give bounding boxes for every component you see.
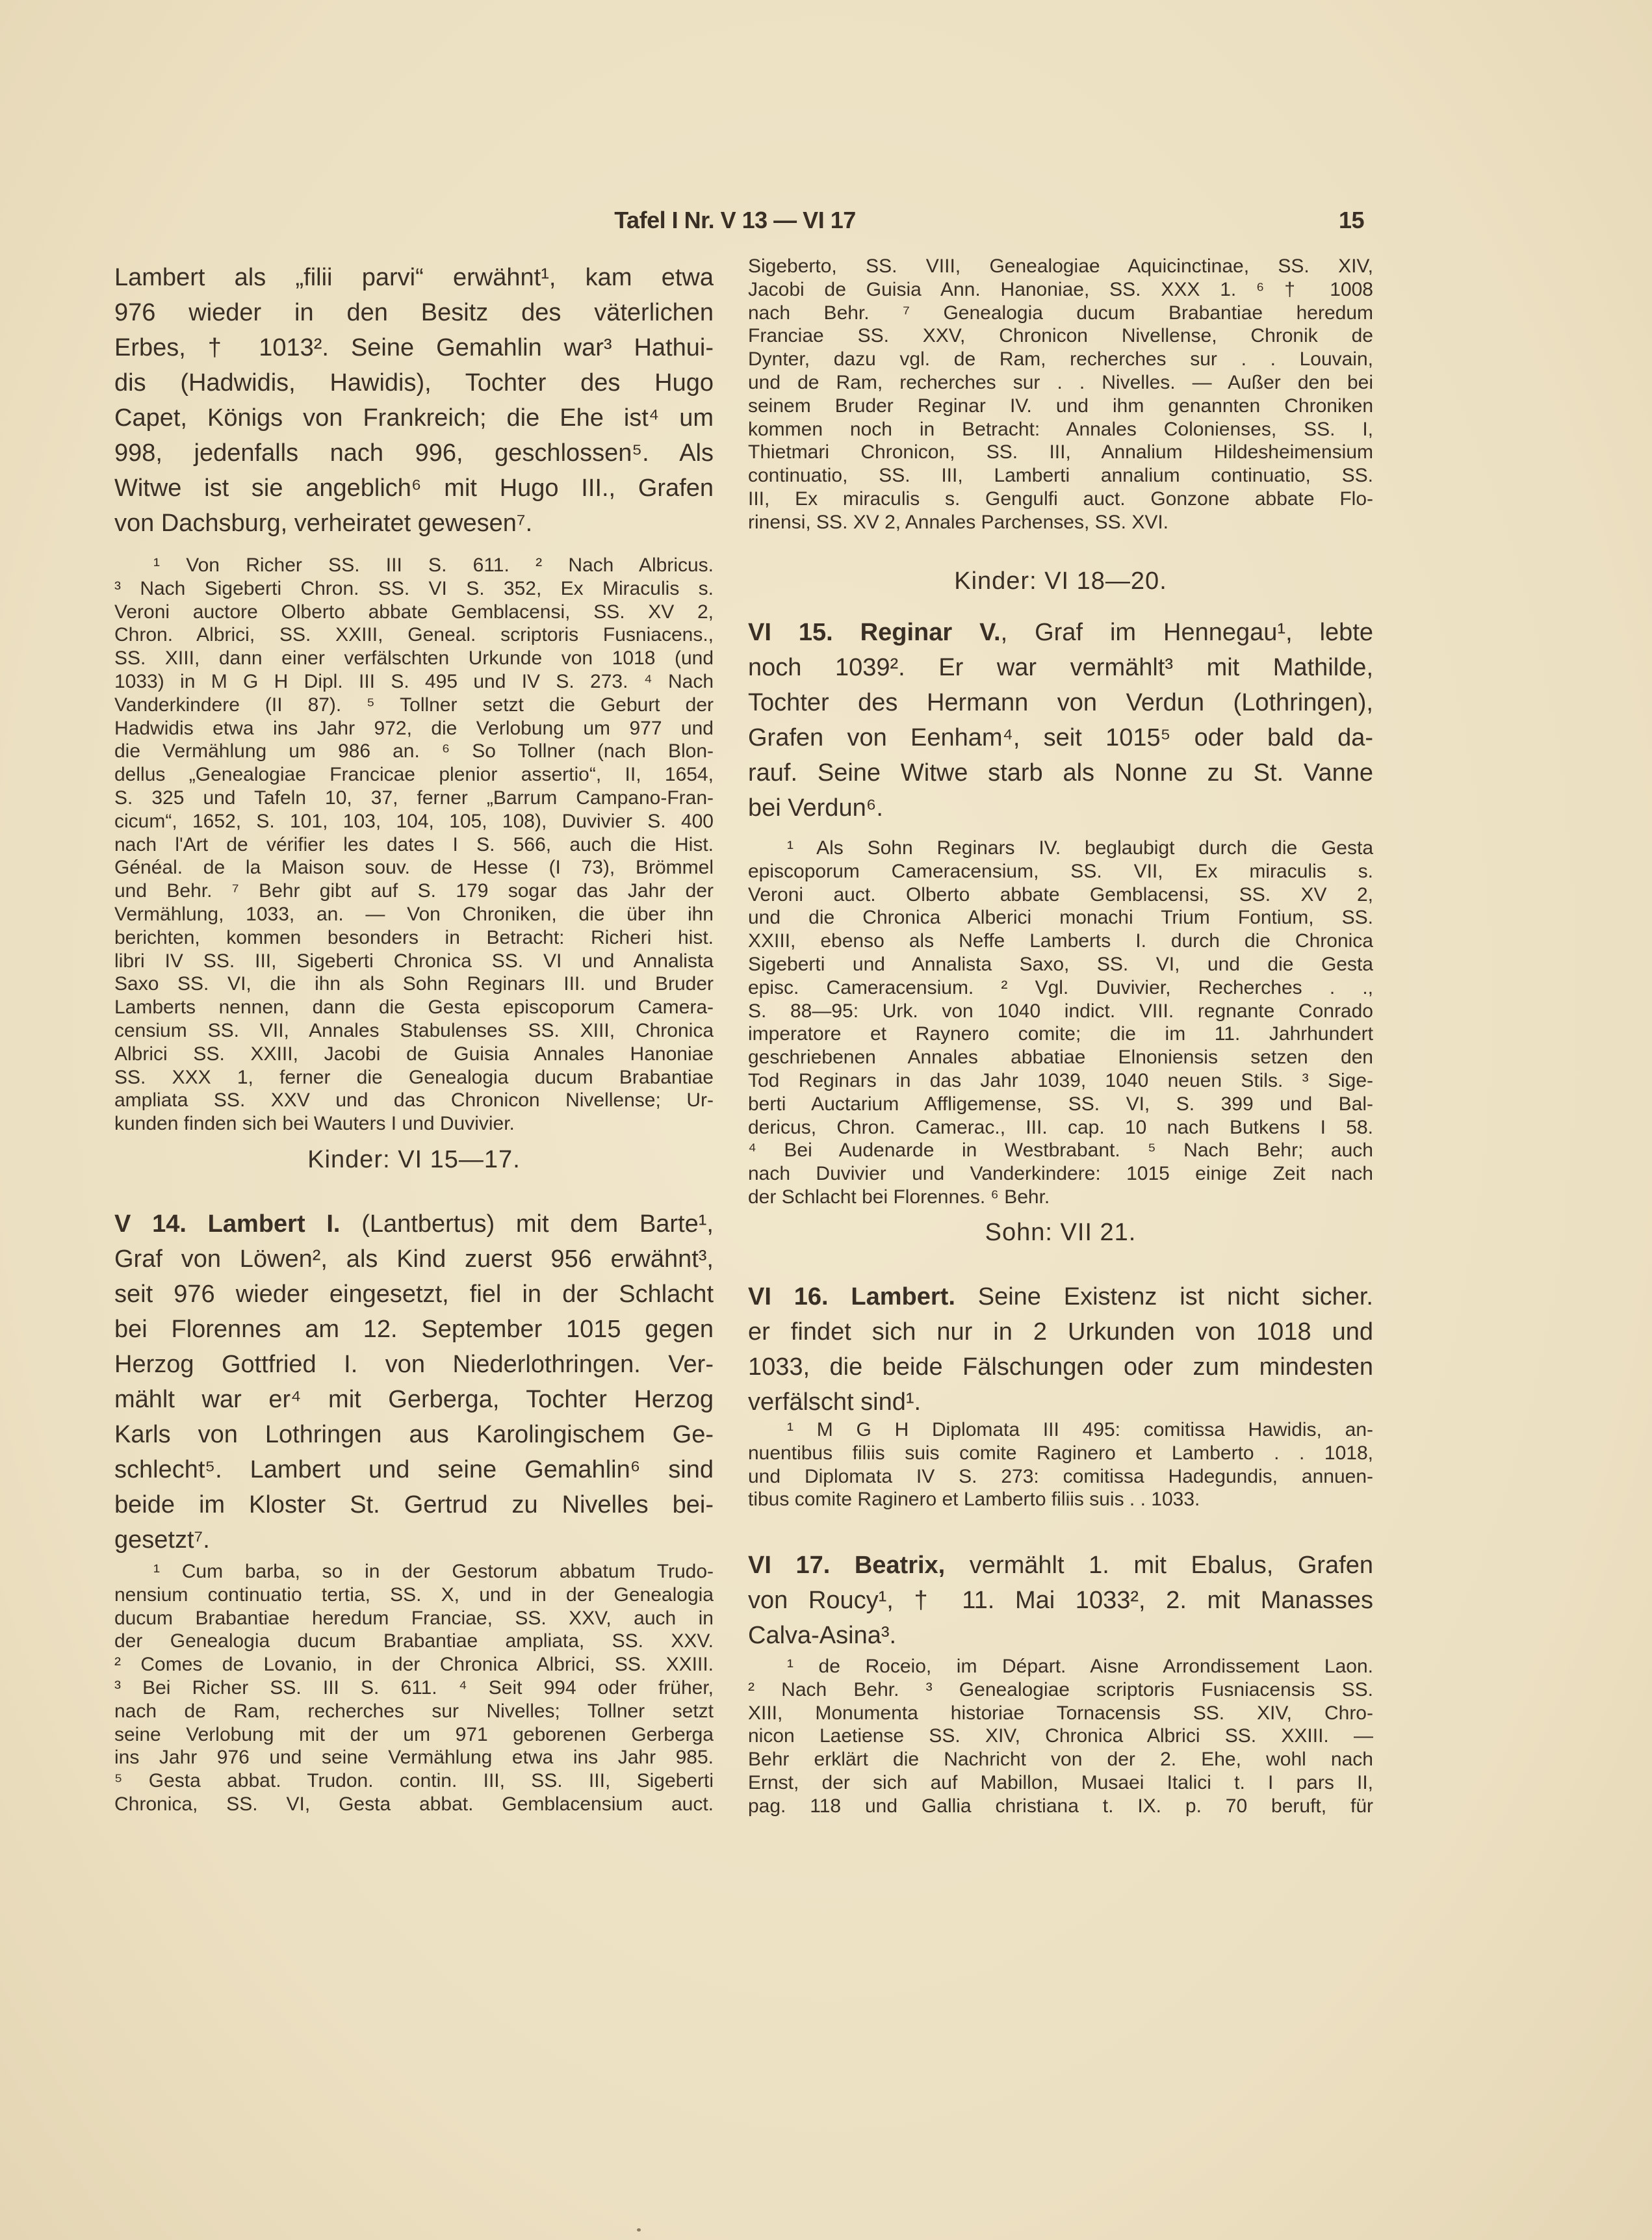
footnotes-v13 [114, 554, 714, 1136]
text-line: Ernst, der sich auf Mabillon, Musaei Italici t. I pars II, [748, 1771, 1373, 1793]
text-line: seinem Bruder Reginar IV. und ihm genannten Chroniken [748, 395, 1373, 417]
footnotes-vi15 [748, 837, 1373, 1209]
text-line [748, 1548, 1373, 1583]
entry-text: (Lantbertus) mit dem Barte¹, [340, 1210, 714, 1238]
text-line: XXIII, ebenso als Neffe Lamberts I. durch die Chronica [748, 930, 1373, 952]
text-line: Généal. de la Maison souv. de Hesse (I 73), Brömmel [114, 857, 714, 879]
text-line: 1033) in M G H Dipl. III S. 495 und IV S. 273. ⁴ Nach [114, 670, 714, 692]
text-line: kunden finden sich bei Wauters I und Duvivier. [114, 1113, 515, 1135]
text-line: libri IV SS. III, Sigeberti Chronica SS. VI und Annalista [114, 950, 714, 972]
text-line: gesetzt⁷. [114, 1526, 210, 1554]
text-line: er findet sich nur in 2 Urkunden von 1018 und [748, 1318, 1373, 1346]
text-line: ² Comes de Lovanio, in der Chronica Albrici, SS. XXIII. [114, 1654, 714, 1676]
footnotes-vi16 [748, 1418, 1373, 1511]
text-line: III, Ex miraculis s. Gengulfi auct. Gonzone abbate Flo- [748, 488, 1373, 510]
text-line: Lambert als „filii parvi“ erwähnt¹, kam etwa [114, 264, 714, 291]
text-line: von Roucy¹, † 11. Mai 1033², 2. mit Manasses [748, 1587, 1373, 1614]
text-line: Veroni auct. Olberto abbate Gemblacensi, SS. XV 2, [748, 883, 1373, 905]
entry-vi17 [748, 1548, 1373, 1653]
text-line: Erbes, † 1013². Seine Gemahlin war³ Hathui- [114, 334, 714, 361]
text-line: 1033, die beide Fälschungen oder zum mindesten [748, 1353, 1373, 1381]
text-line: Grafen von Eenham⁴, seit 1015⁵ oder bald da- [748, 724, 1373, 751]
entry-heading: V 14. Lambert I. [114, 1210, 341, 1238]
entry-v14 [114, 1206, 714, 1557]
text-line: ¹ de Roceio, im Départ. Aisne Arrondissement Laon. [787, 1656, 1373, 1677]
text-line: noch 1039². Er war vermählt³ mit Mathilde, [748, 654, 1373, 681]
text-line: Veroni auctore Olberto abbate Gemblacensi, SS. XV 2, [114, 601, 714, 623]
text-line: und Behr. ⁷ Behr gibt auf S. 179 sogar das Jahr der [114, 880, 714, 902]
text-line: continuatio, SS. III, Lamberti annalium continuatio, SS. [748, 465, 1373, 487]
text-line: nach Behr. ⁷ Genealogia ducum Brabantiae heredum [748, 302, 1373, 324]
text-line: S. 325 und Tafeln 10, 37, ferner „Barrum Campano-Fran- [114, 787, 714, 809]
text-line: Behr erklärt die Nachricht von der 2. Ehe, wohl nach [748, 1749, 1373, 1771]
text-line: Lamberts nennen, dann die Gesta episcoporum Camera- [114, 996, 714, 1019]
text-line [114, 1206, 714, 1242]
entry-vi16 [748, 1279, 1373, 1420]
text-line: Calva-Asina³. [748, 1622, 897, 1649]
footnotes-v14-continuation [748, 255, 1373, 534]
text-line: pag. 118 und Gallia christiana t. IX. p. 70 beruft, für [748, 1795, 1373, 1817]
text-line: SS. XXX 1, ferner die Genealogia ducum Brabantiae [114, 1066, 714, 1088]
text-line: Franciae SS. XXV, Chronicon Nivellense, Chronik de [748, 325, 1373, 347]
text-line: verfälscht sind¹. [748, 1388, 922, 1416]
text-line: die Vermählung um 986 an. ⁶ So Tollner (nach Blon- [114, 740, 714, 762]
text-line: seit 976 wieder eingesetzt, fiel in der Schlacht [114, 1281, 714, 1308]
children-reference: Kinder: VI 18—20. [954, 567, 1167, 595]
text-line: ² Nach Behr. ³ Genealogiae scriptoris Fusniacensis SS. [748, 1678, 1373, 1700]
text-line: kommen noch in Betracht: Annales Colonienses, SS. I, [748, 418, 1373, 440]
text-line: censium SS. VII, Annales Stabulenses SS. XIII, Chronica [114, 1019, 714, 1041]
text-line: imperatore et Raynero comite; die im 11. Jahrhundert [748, 1023, 1373, 1045]
text-line: ins Jahr 976 und seine Vermählung etwa ins Jahr 985. [114, 1747, 714, 1769]
text-line: ⁵ Gesta abbat. Trudon. contin. III, SS. III, Sigeberti [114, 1770, 714, 1792]
entry-text: Seine Existenz ist nicht sicher. [955, 1283, 1373, 1310]
text-line: nach de Ram, recherches sur Nivelles; Tollner setzt [114, 1700, 714, 1722]
text-line: 998, jedenfalls nach 996, geschlossen⁵. Als [114, 439, 714, 467]
text-line: berichten, kommen besonders in Betracht: Richeri hist. [114, 926, 714, 948]
text-line: bei Verdun⁶. [748, 794, 883, 822]
text-line: von Dachsburg, verheiratet gewesen⁷. [114, 510, 533, 537]
text-line: dellus „Genealogiae Francicae plenior assertio“, II, 1654, [114, 764, 714, 786]
text-line: Sigeberti und Annalista Saxo, SS. VI, und die Gesta [748, 953, 1373, 975]
children-reference: Kinder: VI 15—17. [307, 1146, 521, 1173]
text-line: nach l'Art de vérifier les dates I S. 566, auch die Hist. [114, 833, 714, 855]
text-line: Chron. Albrici, SS. XXIII, Geneal. scriptoris Fusniacens., [114, 624, 714, 646]
text-line: mählt war er⁴ mit Gerberga, Tochter Herzog [114, 1386, 714, 1413]
text-line: Saxo SS. VI, die ihn als Sohn Reginars III. und Bruder [114, 973, 714, 995]
running-header: Tafel I Nr. V 13 — VI 17 [614, 207, 856, 233]
text-line: nach Duvivier und Vanderkindere: 1015 einige Zeit nach [748, 1163, 1373, 1185]
text-line: S. 88—95: Urk. von 1040 indict. VIII. regnante Conrado [748, 1000, 1373, 1022]
text-line: Thietmari Chronicon, SS. III, Annalium Hildesheimensium [748, 441, 1373, 463]
text-line: Vermählung, 1033, an. — Von Chroniken, die über ihn [114, 903, 714, 925]
text-line: Capet, Königs von Frankreich; die Ehe ist⁴ um [114, 404, 714, 432]
text-line: dis (Hadwidis, Hawidis), Tochter des Hugo [114, 369, 714, 397]
text-line: und de Ram, recherches sur . . Nivelles. — Außer den bei [748, 371, 1373, 393]
text-line: Graf von Löwen², als Kind zuerst 956 erwähnt³, [114, 1245, 714, 1273]
text-line: der Schlacht bei Florennes. ⁶ Behr. [748, 1186, 1050, 1208]
text-line: 976 wieder in den Besitz des väterlichen [114, 299, 714, 326]
text-line: Chronica, SS. VI, Gesta abbat. Gemblacensium auct. [114, 1793, 714, 1815]
text-line: ¹ Als Sohn Reginars IV. beglaubigt durch die Gesta [787, 837, 1373, 859]
text-line: Herzog Gottfried I. von Niederlothringen. Ver- [114, 1351, 714, 1378]
text-line: rinensi, SS. XV 2, Annales Parchenses, SS. XVI. [748, 511, 1169, 533]
text-line: Witwe ist sie angeblich⁶ mit Hugo III., Grafen [114, 475, 714, 502]
text-line: nensium continuatio tertia, SS. X, und in der Genealogia [114, 1583, 714, 1606]
text-line: schlecht⁵. Lambert und seine Gemahlin⁶ sind [114, 1456, 714, 1483]
text-line: und Diplomata IV S. 273: comitissa Hadegundis, annuen- [748, 1465, 1373, 1487]
text-line: seine Verlobung mit der um 971 geborenen Gerberga [114, 1723, 714, 1745]
text-line: Hadwidis etwa ins Jahr 972, die Verlobung um 977 und [114, 717, 714, 739]
text-line: ⁴ Bei Audenarde in Westbrabant. ⁵ Nach Behr; auch [748, 1140, 1373, 1162]
text-line: ¹ Von Richer SS. III S. 611. ² Nach Albricus. [153, 554, 714, 576]
entry-text: vermählt 1. mit Ebalus, Grafen [945, 1552, 1374, 1579]
footnotes-v14 [114, 1560, 714, 1816]
text-line: ¹ Cum barba, so in der Gestorum abbatum Trudo- [153, 1561, 714, 1582]
text-line: Karls von Lothringen aus Karolingischem Ge- [114, 1421, 714, 1448]
text-line: Tod Reginars in das Jahr 1039, 1040 neuen Stils. ³ Sige- [748, 1069, 1373, 1091]
text-line: berti Auctarium Affligemense, SS. VI, S. 399 und Bal- [748, 1093, 1373, 1115]
entry-heading: VI 17. Beatrix, [748, 1552, 946, 1579]
text-line: ³ Nach Sigeberti Chron. SS. VI S. 352, Ex Miraculis s. [114, 577, 714, 599]
text-line: rauf. Seine Witwe starb als Nonne zu St. Vanne [748, 759, 1373, 787]
text-line: Albrici SS. XXIII, Jacobi de Guisia Annales Hanoniae [114, 1043, 714, 1065]
text-line: Dynter, dazu vgl. de Ram, recherches sur . . Louvain, [748, 348, 1373, 371]
text-line: bei Florennes am 12. September 1015 gegen [114, 1316, 714, 1343]
page-number: 15 [1339, 207, 1365, 233]
entry-vi15 [748, 615, 1373, 826]
text-line: episc. Cameracensium. ² Vgl. Duvivier, Recherches . ., [748, 976, 1373, 998]
text-line [748, 1279, 1373, 1314]
text-line: dericus, Chron. Camerac., III. cap. 10 nach Butkens I 58. [748, 1116, 1373, 1138]
text-line: nicon Laetiense SS. XIV, Chronica Albrici SS. XXIII. — [748, 1725, 1373, 1747]
text-line: Vanderkindere (II 87). ⁵ Tollner setzt die Geburt der [114, 694, 714, 716]
text-line: ¹ M G H Diplomata III 495: comitissa Hawidis, an- [787, 1419, 1373, 1440]
text-line: SS. XIII, dann einer verfälschten Urkunde von 1018 (und [114, 647, 714, 670]
text-line: ampliata SS. XXV und das Chronicon Nivellense; Ur- [114, 1089, 714, 1112]
text-line: cicum“, 1652, S. 101, 103, 104, 105, 108), Duvivier S. 400 [114, 810, 714, 832]
text-line: nuentibus filiis suis comite Raginero et Lamberto . . 1018, [748, 1442, 1373, 1464]
text-line: XIII, Monumenta historiae Tornacensis SS. XIV, Chro- [748, 1702, 1373, 1724]
son-reference: Sohn: VII 21. [985, 1219, 1137, 1246]
text-line: Jacobi de Guisia Ann. Hanoniae, SS. XXX 1. ⁶ † 1008 [748, 278, 1373, 300]
text-line: tibus comite Raginero et Lamberto filiis suis . . 1033. [748, 1489, 1200, 1511]
text-line: Sigeberto, SS. VIII, Genealogiae Aquicinctinae, SS. XIV, [748, 255, 1373, 277]
text-line [748, 615, 1373, 650]
text-line: beide im Kloster St. Gertrud zu Nivelles bei- [114, 1491, 714, 1518]
text-line: und die Chronica Alberici monachi Trium Fontium, SS. [748, 907, 1373, 929]
text-line: der Genealogia ducum Brabantiae ampliata, SS. XXV. [114, 1630, 714, 1652]
entry-heading: VI 15. Reginar V. [748, 619, 1001, 646]
text-line: ducum Brabantiae heredum Franciae, SS. XXV, auch in [114, 1607, 714, 1629]
text-line: geschriebenen Annales abbatiae Elnoniensis setzen den [748, 1047, 1373, 1069]
footnotes-vi17 [748, 1655, 1373, 1818]
page-speck [637, 2228, 641, 2232]
text-line: ³ Bei Richer SS. III S. 611. ⁴ Seit 994 oder früher, [114, 1676, 714, 1699]
text-line: Tochter des Hermann von Verdun (Lothringen), [748, 689, 1373, 716]
entry-text: , Graf im Hennegau¹, lebte [1000, 619, 1374, 646]
entry-heading: VI 16. Lambert. [748, 1283, 955, 1310]
text-line: episcoporum Cameracensium, SS. VII, Ex miraculis s. [748, 860, 1373, 882]
entry-v13-continuation [114, 260, 714, 541]
